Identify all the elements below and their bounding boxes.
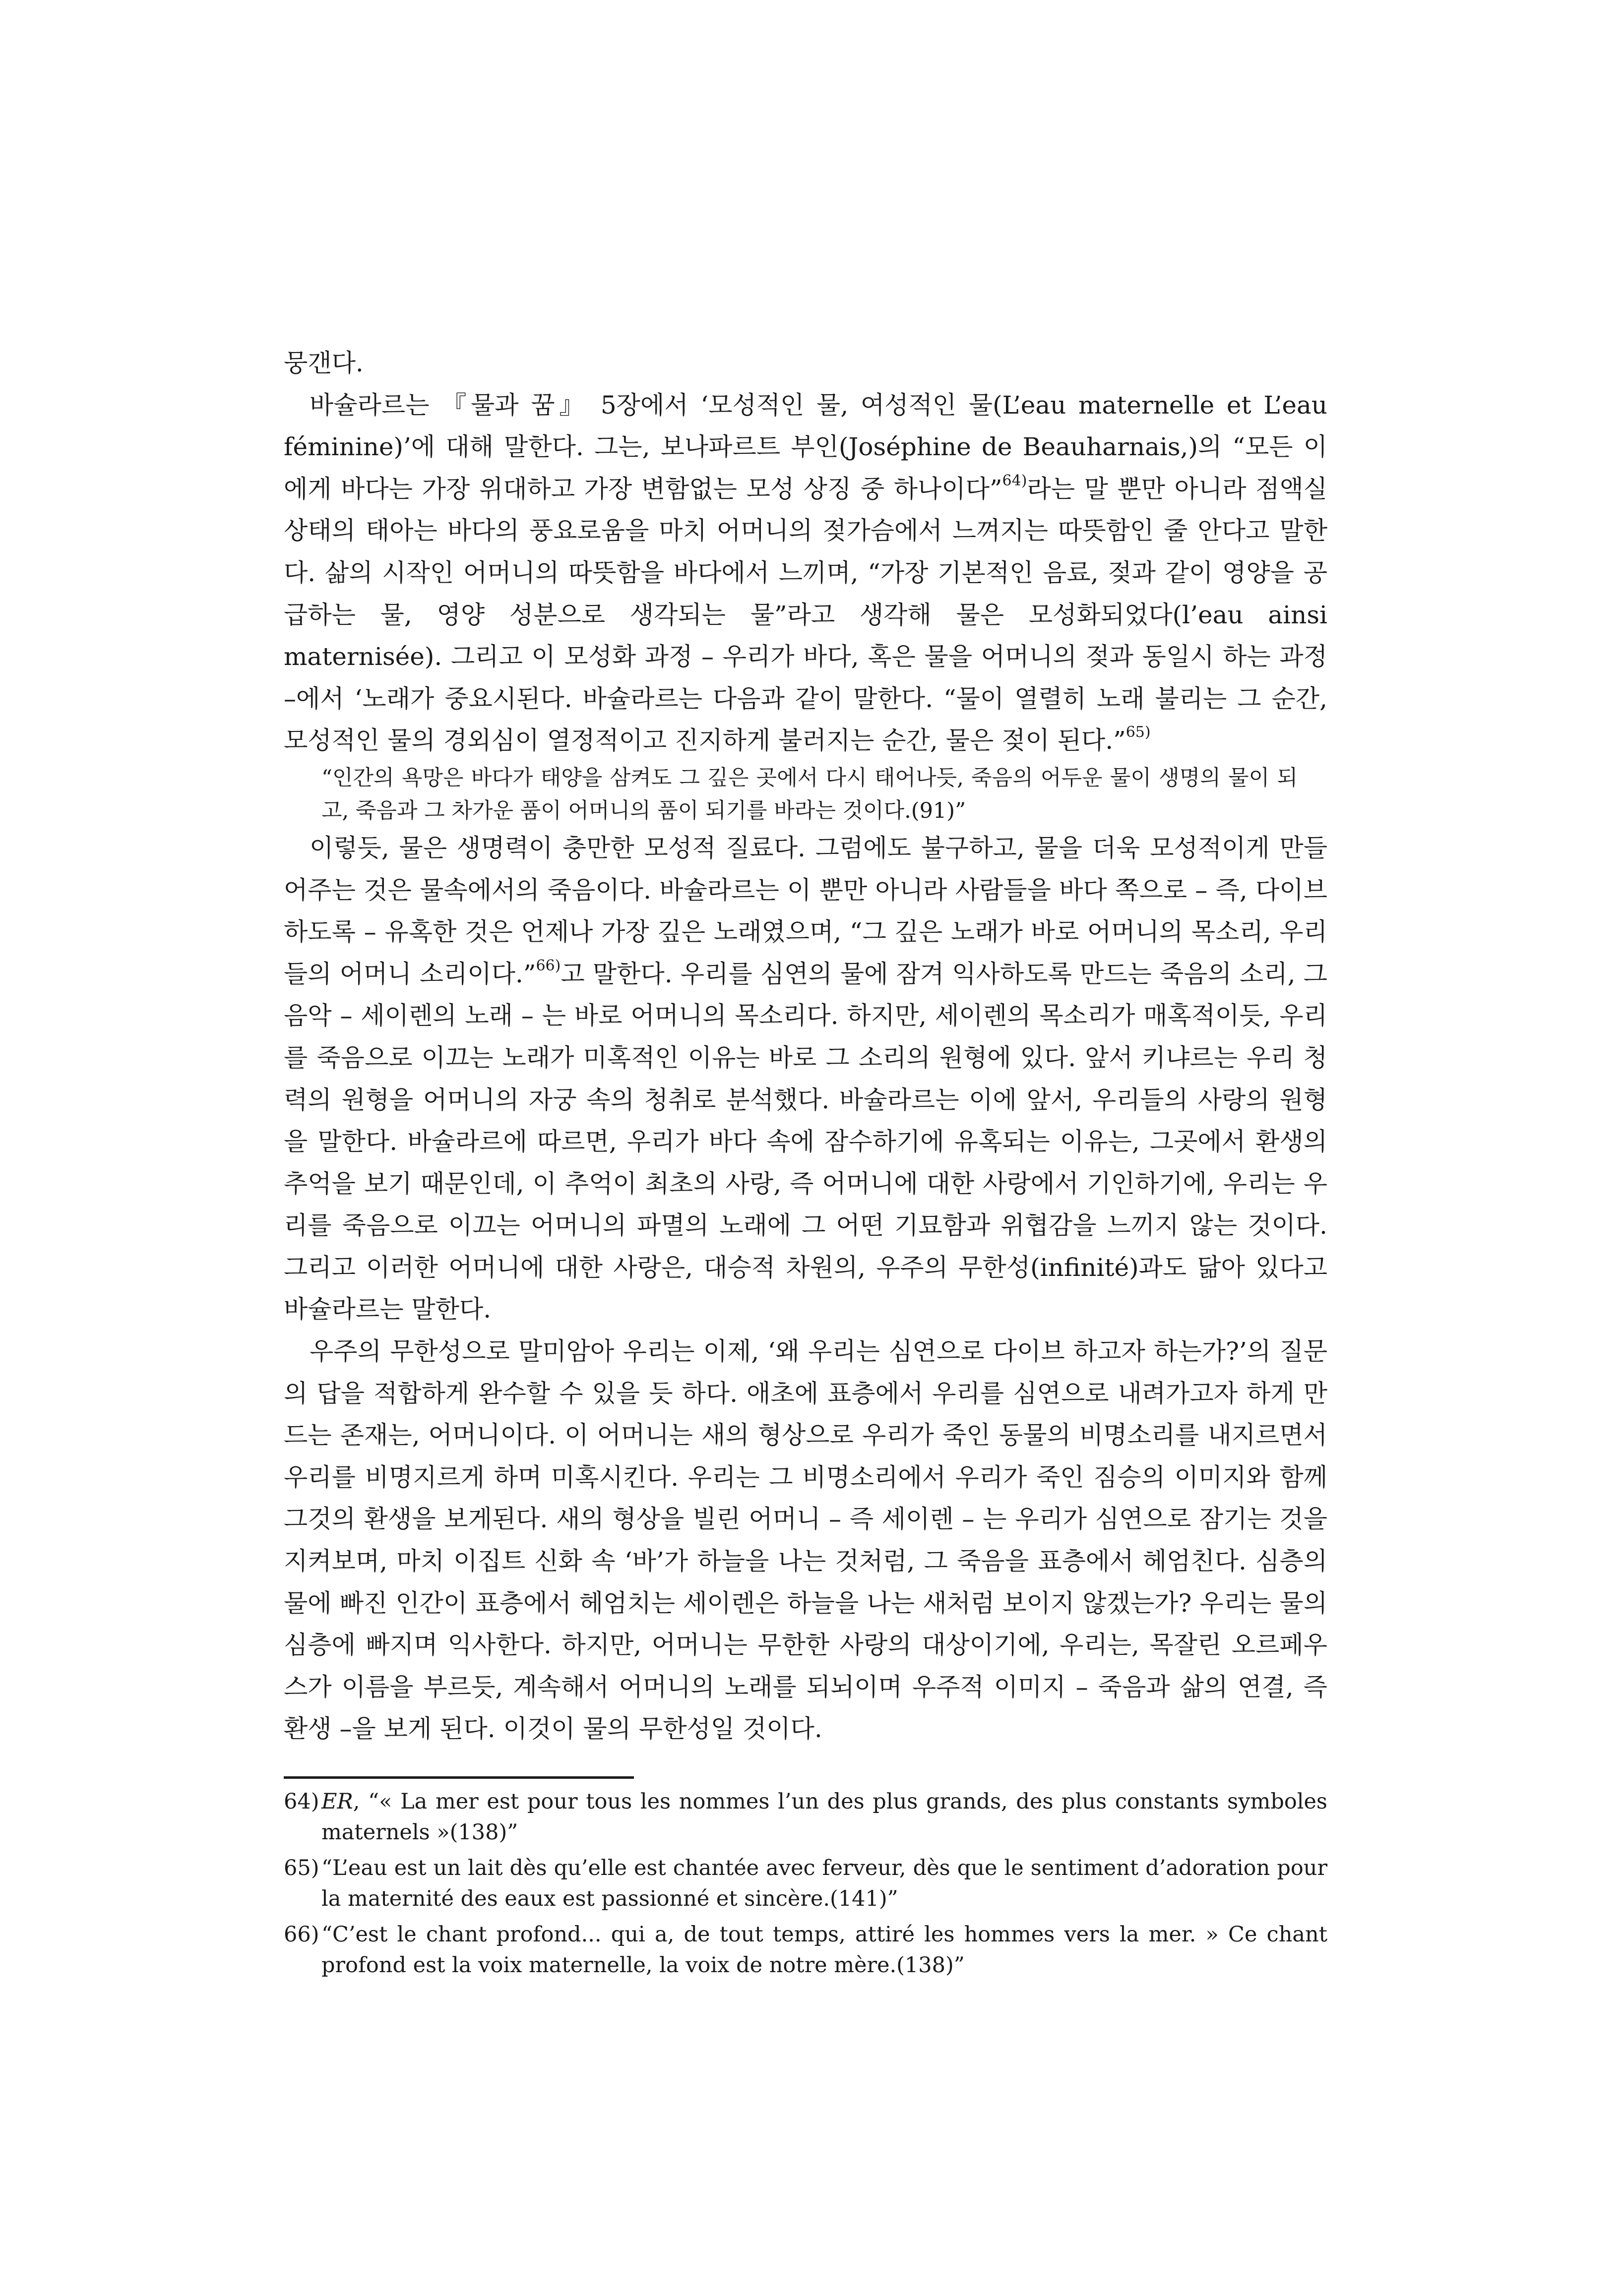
block-quote: “인간의 욕망은 바다가 태양을 삼켜도 그 깊은 곳에서 다시 태어나듯, 죽음의 어두운 물이 생명의 물이 되고, 죽음과 그 차가운 품이 어머니의 품이 되기를 바라는 것이다.(91)” — [321, 765, 1298, 823]
paragraph-2: 이렇듯, 물은 생명력이 충만한 모성적 질료다. 그럼에도 불구하고, 물을 더욱 모성적이게 만들어주는 것은 물속에서의 죽음이다. 바슐라르는 이 뿐만 아니라 사람들을 바다 쪽으로 – 즉, 다이브하도록 – 유혹한 것은 언제나 가장 깊은 노래였으며, “그 깊은 노래가 바로 어머니의 목소리, 우리들의 어머니 소리이다.”$^{66)}$고 말한다. 우리를 심연의 물에 잠겨 익사하도록 만드는 죽음의 소리, 그 음악 – 세이렌의 노래 – 는 바로 어머니의 목소리다. 하지만, 세이렌의 목소리가 매혹적이듯, 우리를 죽음으로 이끄는 노래가 미혹적인 이유는 바로 그 소리의 원형에 있다. 앞서 키냐르는 우리 청력의 원형을 어머니의 자궁 속의 청취로 분석했다. 바슐라르는 이에 앞서, 우리들의 사랑의 원형을 말한다. 바슐라르에 따르면, 우리가 바다 속에 잠수하기에 유혹되는 이유는, 그곳에서 환생의 추억을 보기 때문인데, 이 추억이 최초의 사랑, 즉 어머니에 대한 사랑에서 기인하기에, 우리는 우리를 죽음으로 이끄는 어머니의 파멸의 노래에 그 어떤 기묘함과 위협감을 느끼지 않는 것이다. 그리고 이러한 어머니에 대한 사랑은, 대승적 차원의, 우주의 무한성(infinité)과도 닮아 있다고 바슐라르는 말한다. — [284, 833, 1327, 1324]
footnote-65 — [284, 1853, 1327, 1914]
footnote-ref-65: 65) — [1125, 724, 1151, 741]
footnotes — [284, 1786, 1327, 1986]
footnote-text: “C’est le chant profond... qui a, de tout temps, attiré les hommes vers la mer. » Ce chant profond est la voix maternelle, la voix de notre mère.(138)” — [321, 1922, 1327, 1978]
footnote-66 — [284, 1919, 1327, 1981]
footnote-text: “L’eau est un lait dès qu’elle est chantée avec ferveur, dès que le sentiment d’adoration pour la maternité des eaux est passionné et sincère.(141)” — [321, 1856, 1327, 1911]
footnote-number: 66) — [284, 1922, 319, 1947]
paragraph-1: 바슐라르는 『물과 꿈』 5장에서 ‘모성적인 물, 여성적인 물(L’eau maternelle et L’eau féminine)’에 대해 말한다. 그는, 보나파르트 부인(Joséphine de Beauharnais,)의 “모든 이에게 바다는 가장 위대하고 가장 변함없는 모성 상징 중 하나이다”$^{64)}$라는 말 뿐만 아니라 점액실 상태의 태아는 바다의 풍요로움을 마치 어머니의 젖가슴에서 느껴지는 따뜻함인 줄 안다고 말한다. 삶의 시작인 어머니의 따뜻함을 바다에서 느끼며, “가장 기본적인 음료, 젖과 같이 영양을 공급하는 물, 영양 성분으로 생각되는 물”라고 생각해 물은 모성화되었다(l’eau ainsi maternisée). 그리고 이 모성화 과정 – 우리가 바다, 혹은 물을 어머니의 젖과 동일시 하는 과정 –에서 ‘노래가 중요시된다. 바슐라르는 다음과 같이 말한다. “물이 열렬히 노래 불리는 그 순간, 모성적인 물의 경외심이 열정적이고 진지하게 불러지는 순간, 물은 젖이 된다.”$^{65)}$ — [284, 390, 1327, 755]
footnote-64 — [284, 1786, 1327, 1848]
footnote-ref-66: 66) — [536, 957, 561, 974]
footnote-number: 64) — [284, 1789, 319, 1814]
body-text — [284, 342, 1327, 1750]
footnote-divider — [284, 1776, 634, 1779]
footnote-number: 65) — [284, 1856, 319, 1880]
paragraph-3: 우주의 무한성으로 말미암아 우리는 이제, ‘왜 우리는 심연으로 다이브 하고자 하는가?’의 질문의 답을 적합하게 완수할 수 있을 듯 하다. 애초에 표층에서 우리를 심연으로 내려가고자 하게 만드는 존재는, 어머니이다. 이 어머니는 새의 형상으로 우리가 죽인 동물의 비명소리를 내지르면서 우리를 비명지르게 하며 미혹시킨다. 우리는 그 비명소리에서 우리가 죽인 짐승의 이미지와 함께 그것의 환생을 보게된다. 새의 형상을 빌린 어머니 – 즉 세이렌 – 는 우리가 심연으로 잠기는 것을 지켜보며, 마치 이집트 신화 속 ‘바’가 하늘을 나는 것처럼, 그 죽음을 표층에서 헤엄친다. 심층의 물에 빠진 인간이 표층에서 헤엄치는 세이렌은 하늘을 나는 새처럼 보이지 않겠는가? 우리는 물의 심층에 빠지며 익사한다. 하지만, 어머니는 무한한 사랑의 대상이기에, 우리는, 목잘린 오르페우스가 이름을 부르듯, 계속해서 어머니의 노래를 되뇌이며 우주적 이미지 – 죽음과 삶의 연결, 즉 환생 –을 보게 된다. 이것이 물의 무한성일 것이다. — [284, 1337, 1327, 1744]
footnote-source: ER — [321, 1789, 353, 1814]
footnote-text: , “« La mer est pour tous les nommes l’un des plus grands, des plus constants symboles maternels »(138)” — [321, 1789, 1327, 1845]
paragraph-continuation: 뭉갠다. — [284, 349, 364, 377]
footnote-ref-64: 64) — [1002, 472, 1027, 489]
